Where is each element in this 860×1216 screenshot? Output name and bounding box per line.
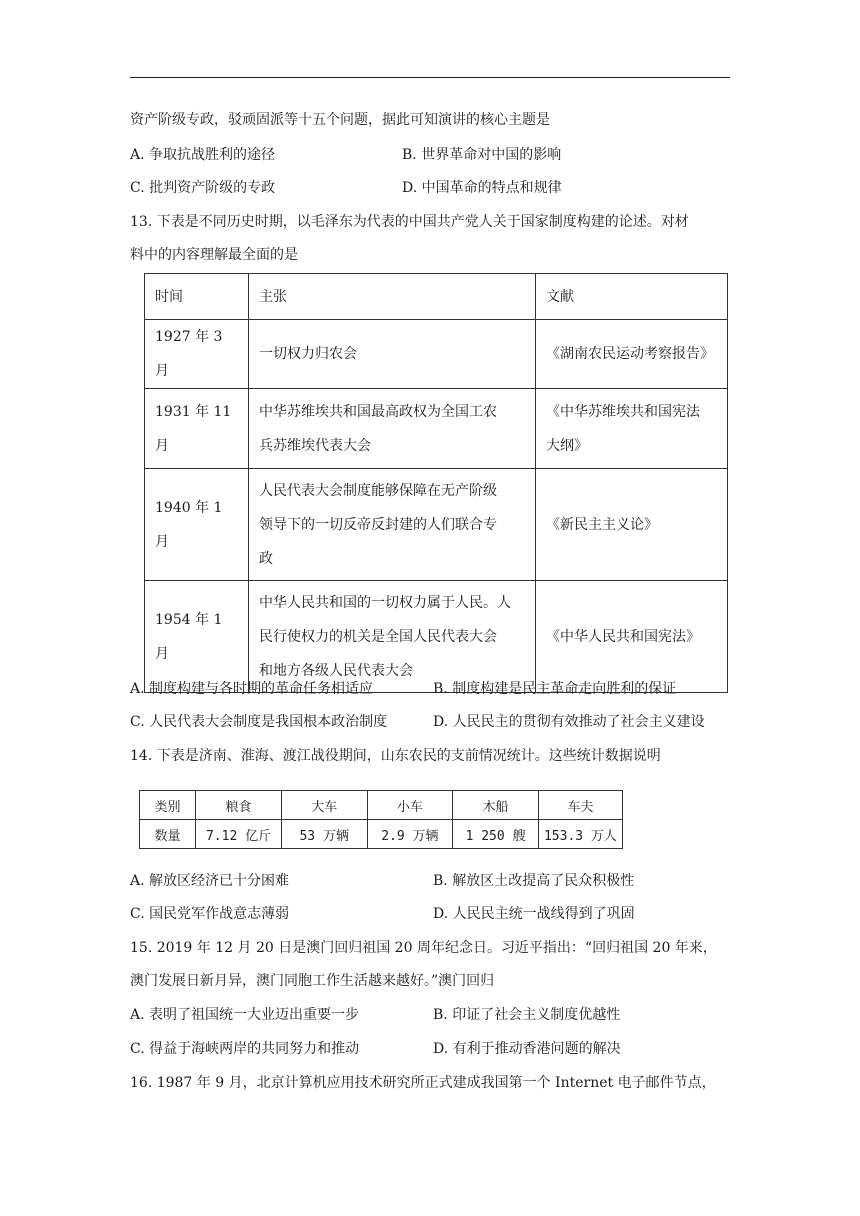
claim-line: 中华人民共和国的一切权力属于人民。人 xyxy=(259,594,511,611)
row-time: 1940 年 1 月 xyxy=(145,469,249,581)
table-header-row xyxy=(145,274,728,320)
row-claim xyxy=(249,320,536,389)
q14-option-b[interactable]: B. 解放区土改提高了民众积极性 xyxy=(433,873,635,889)
doc-line: 大纲》 xyxy=(546,437,588,454)
table-row xyxy=(145,320,728,389)
q12-option-d[interactable]: D. 中国革命的特点和规律 xyxy=(402,180,562,196)
stats-value-cell: 数量 xyxy=(140,820,196,849)
doc-line: 《湖南农民运动考察报告》 xyxy=(546,346,714,362)
q15-option-c[interactable]: C. 得益于海峡两岸的共同努力和推动 xyxy=(130,1041,360,1057)
q15-option-b[interactable]: B. 印证了社会主义制度优越性 xyxy=(433,1007,621,1023)
q12-option-b[interactable]: B. 世界革命对中国的影响 xyxy=(402,147,562,163)
stats-header-cell: 大车 xyxy=(281,791,367,820)
q14-stem: 14. 下表是济南、淮海、渡江战役期间，山东农民的支前情况统计。这些统计数据说明 xyxy=(130,748,661,764)
claim-line: 和地方各级人民代表大会 xyxy=(259,662,413,679)
header-claim: 主张 xyxy=(249,274,536,320)
row-claim xyxy=(249,469,536,581)
stats-header-cell: 类别 xyxy=(140,791,196,820)
row-claim xyxy=(249,389,536,469)
q13-option-d[interactable]: D. 人民民主的贯彻有效推动了社会主义建设 xyxy=(433,714,705,730)
row-document xyxy=(536,469,728,581)
q16-stem-line1: 16. 1987 年 9 月，北京计算机应用技术研究所正式建成我国第一个 Internet 电子邮件节点， xyxy=(130,1075,716,1091)
q14-option-a[interactable]: A. 解放区经济已十分困难 xyxy=(130,873,290,889)
stats-header-cell: 车夫 xyxy=(538,791,622,820)
q13-stem-line2: 料中的内容理解最全面的是 xyxy=(130,247,298,263)
table-row xyxy=(145,469,728,581)
q12-stem-tail: 资产阶级专政，驳顽固派等十五个问题，据此可知演讲的核心主题是 xyxy=(130,112,550,128)
row-document xyxy=(536,389,728,469)
q13-option-b[interactable]: B. 制度构建是民主革命走向胜利的保证 xyxy=(433,681,677,697)
header-document: 文献 xyxy=(536,274,728,320)
doc-line: 《中华苏维埃共和国宪法 xyxy=(546,403,700,420)
row-time: 1927 年 3 月 xyxy=(145,320,249,389)
stats-value-cell: 153.3 万人 xyxy=(538,820,622,849)
q15-stem-line1: 15. 2019 年 12 月 20 日是澳门回归祖国 20 周年纪念日。习近平指出：“回归祖国 20 年来， xyxy=(130,940,717,956)
claim-line: 中华苏维埃共和国最高政权为全国工农 xyxy=(259,403,497,420)
q13-stem-line1: 13. 下表是不同历史时期，以毛泽东为代表的中国共产党人关于国家制度构建的论述。对材 xyxy=(130,214,689,230)
header-time: 时间 xyxy=(145,274,249,320)
row-claim xyxy=(249,581,536,693)
doc-line: 《中华人民共和国宪法》 xyxy=(546,628,700,645)
stats-value-row xyxy=(140,820,623,849)
stats-header-cell: 粮食 xyxy=(196,791,282,820)
q12-option-a[interactable]: A. 争取抗战胜利的途径 xyxy=(130,147,276,163)
q14-option-c[interactable]: C. 国民党军作战意志薄弱 xyxy=(130,906,290,922)
header-rule xyxy=(130,77,730,78)
q14-stats-table xyxy=(139,790,623,849)
claim-line: 一切权力归农会 xyxy=(259,346,357,362)
q13-table xyxy=(144,273,728,693)
stats-header-cell: 小车 xyxy=(367,791,453,820)
row-time: 1954 年 1 月 xyxy=(145,581,249,693)
claim-line: 领导下的一切反帝反封建的人们联合专 xyxy=(259,516,497,533)
row-document xyxy=(536,581,728,693)
claim-line: 政 xyxy=(259,550,273,567)
claim-line: 兵苏维埃代表大会 xyxy=(259,437,371,454)
table-row xyxy=(145,581,728,693)
row-time: 1931 年 11 月 xyxy=(145,389,249,469)
q15-option-d[interactable]: D. 有利于推动香港问题的解决 xyxy=(433,1041,621,1057)
q13-option-a[interactable]: A. 制度构建与各时期的革命任务相适应 xyxy=(130,681,374,697)
stats-value-cell: 7.12 亿斤 xyxy=(196,820,282,849)
stats-header-row xyxy=(140,791,623,820)
stats-header-cell: 木船 xyxy=(453,791,539,820)
claim-line: 人民代表大会制度能够保障在无产阶级 xyxy=(259,482,497,499)
stats-value-cell: 53 万辆 xyxy=(281,820,367,849)
q14-option-d[interactable]: D. 人民民主统一战线得到了巩固 xyxy=(433,906,635,922)
doc-line: 《新民主主义论》 xyxy=(546,516,658,533)
q12-option-c[interactable]: C. 批判资产阶级的专政 xyxy=(130,180,276,196)
q13-option-c[interactable]: C. 人民代表大会制度是我国根本政治制度 xyxy=(130,714,388,730)
table-row xyxy=(145,389,728,469)
q15-option-a[interactable]: A. 表明了祖国统一大业迈出重要一步 xyxy=(130,1007,360,1023)
row-document xyxy=(536,320,728,389)
claim-line: 民行使权力的机关是全国人民代表大会 xyxy=(259,628,497,645)
stats-value-cell: 2.9 万辆 xyxy=(367,820,453,849)
q15-stem-line2: 澳门发展日新月异，澳门同胞工作生活越来越好。”澳门回归 xyxy=(130,973,495,989)
stats-value-cell: 1 250 艘 xyxy=(453,820,539,849)
